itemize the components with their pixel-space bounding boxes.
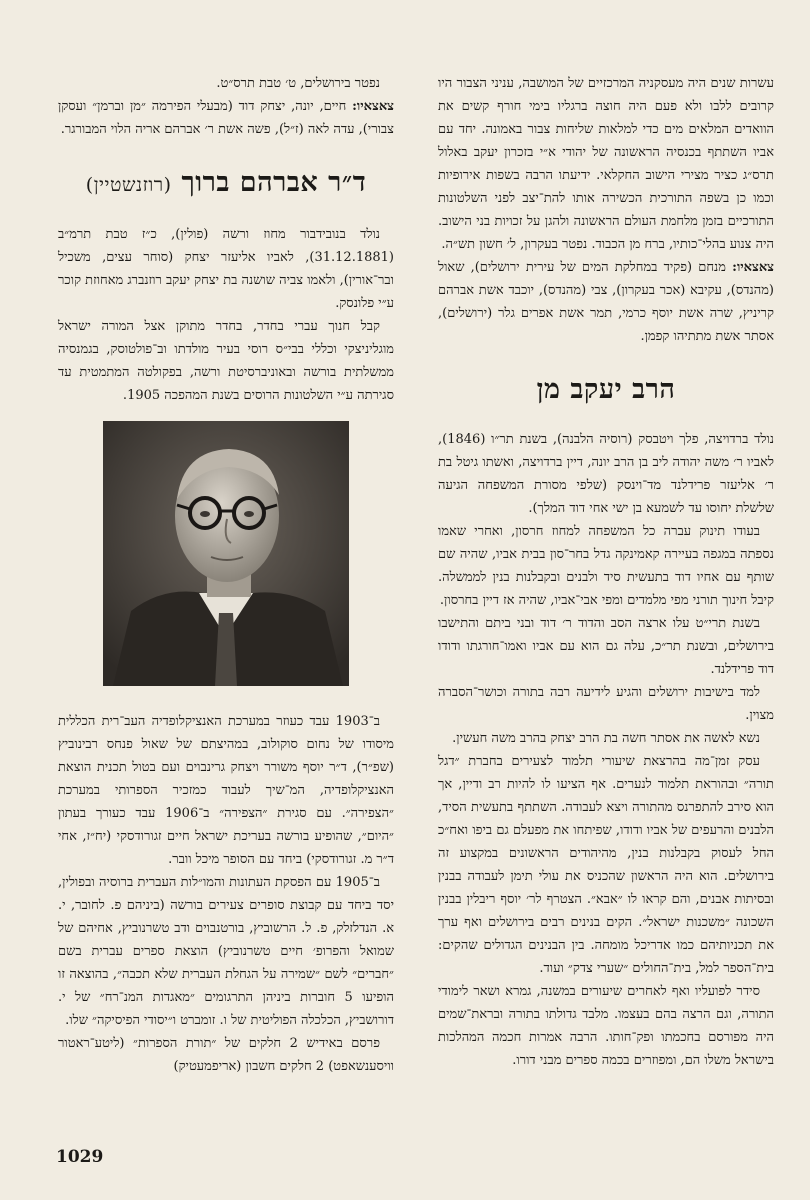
paragraph-yiddish: פרסם באידיש 2 חלקים של ״תורת הספרות״ (ליטע־ראטור וויסענשאפט) 2 חלקים חשבון (אריפמעטיק) <box>58 1036 394 1074</box>
portrait-image <box>103 421 349 686</box>
children-text-left: חיים, יונה, יצחק דוד (מבעלי הפירמה ״מן וברמן״ ועסקן צבורי), עדה לאה (ז״ל), פשה אשת ר׳ אברהם אריה הלוי המבורגר. <box>58 99 394 137</box>
paragraph-career: עסק זמן־מה בהרצאת שיעורי תלמוד לצעירים בחברת ״דגל תורה״ ובהוראת תלמוד לנערים. אף הציעו לו להיות רב ודיין, אך הוא סירב להתפרנס מהתורה ויצא לעבודה. השתתף בתעשית הסיד, הלבנים והרעפים של אביו ודודו, שפיתחו את מפעלם גם ביפו ואח״כ החל לעסוק בקבלנות בנין, מהיהודים הראשונים במקצוע זה בירושלים. הוא היה הראשון שהכניס את עולי תימן לעבודה בבנין ובסיתות אבנים, והם קראו לו ״אבא״. הצטרף לר׳ יוסף ריבלין בבנין השכונה ״משכנות ישראל״. הקים בנינים רבים בירושלים ואף ערך את תכניותיהם כמו אדריכל מומחה. בין הבנינים הגדולים שהקים: בית־הספר למל, בית־החולים ״שערי צדק״ ועוד. <box>438 754 774 976</box>
biography-heading-mann: הרב יעקב מן <box>536 374 676 405</box>
paragraph-birth-left: נולד בנובידבור מחוז ורשה (פולין), כ״ז טבת תרמ״ב (31.12.1881), לאביו אליעזר יצחק (סוחר עצים, משכיל ובר־אורין), ולאמו צביה שושנה בת יצחק יעקב רוזנברג מאחוזת קוכר ע״י פלונסק. <box>58 227 394 311</box>
paragraph-encyclopedia: ב־1903 עבד כעוזר במערכת האנציקלופדיה העב־רית הכללית מיסודו של נחום סוקולוב, במהיצתם של שאול פנחס רבינוביץ (שפ״ר), ד״ר יוסף משורר ויצחק גרינבוים ועם בטול תכנית הוצאת האנציקלופדיה, המ־שיך לעבוד כמזכיר הספרותי במערכת ״הצפירה״. עם סגירת ״הצפירה״ ב־1906 עבד כעורך בעתון ״היום״, שהופיע בורשה בעריכת ישראל חיים זגורודסקי (יח״ז, אחי ד״ר מ. זגורודסקי) ביחד עם הסופר מיכל וובר. <box>58 714 394 867</box>
page-number: 1029 <box>56 1147 104 1167</box>
paragraph-childhood: בעודו תינוק עברה כל המשפחה למחוז חרסון, ואחרי שאמו נספתה במגפה בעיירה קאמינקה גדל בחר־סון בבית אביו, שהיה שם שותף עם אחיו דוד בתעשית סיד ולבנים ובקבלנות בנין לממשלה. קיבל חינוך תורני מפי מלמדים ומפי אבי־אביו, שהיה אז דיין בחרסון. <box>438 524 774 608</box>
portrait-photo <box>103 421 349 686</box>
heading-paren: (רוזנשטיין) <box>85 174 172 196</box>
heading-name: ד״ר אברהם ברוך <box>181 167 367 198</box>
children-label-left: צאצאיו: <box>352 99 394 114</box>
paragraph-birth: נולד ברדויצה, פלך ויטבסק (רוסיה הלבנה), בשנת תר״ו (1846), לאביו ר׳ משה יהודה ליב בן הרב יונה, דיין ברדויצה, ואשתו גיטל בת ר׳ אליעזר פרידלנד מד־וינסק (שלפי מסורת המשפחה הגיעה שלשלת יחוסו עד לשמעא בן ישי אחי דוד המלך). <box>438 432 774 516</box>
paragraph-intro: עשרות שנים היה מעסקניה המרכזיים של המושבה, עניני הצבור היו קרובים ללבו ולא פעם היה חוצה ברגליו בימי חורף קשים את הוואדים המלאים מים כדי למלאות שליחות צבור באמונה. יחד עם אביו השתתף בכנסיה הראשונה של יהודי א״י בזכרון יעקב באלול תרס״ג כציר מצירי הישוב החקלאי. ידיעתו הרבה בשפות אירופיות וכמו כן בשפה התורכית הכשירה אותו להת־יצב לפני השלטונות התורכיים בזמן מלחמת העולם הראשונה ולהגן על זכויות בני הישוב. היה צנוע בהלי־כותיו, ברח מן הכבוד. נפטר בעקרון, ל׳ חשון תש״ה. <box>438 76 774 252</box>
biography-heading-baruch <box>58 165 394 203</box>
right-column <box>438 72 774 1072</box>
children-paragraph-left <box>58 95 394 141</box>
paragraph-education: קבל חנוך עברי בחדר, בחדר מתוקן אצל המורה ישראל מוגליניצקי וכללי בבי״ס רוסי בעיר מולדתו וב־פולטוסק, בגמנסיה ממשלתית בורשה ובאוניברסיטת ורשה, בפקולטה המתמטית עד סגירתה ע״י השלטונות הרוסים בשנת המהפכה 1905. <box>58 319 394 403</box>
left-column <box>58 72 394 1078</box>
paragraph-aliyah: בשנת תרי״ט עלו ארצה הסב והדוד ר׳ דוד ובני ביתם והתישבו בירושלים, ובשנת תר״כ, עלה גם הוא עם אביו ואמו־חורגתו ודודו דוד פרידלנד. <box>438 616 774 677</box>
paragraph-marriage: נשא לאשה את אסתר חשה בת הרב יצחק בהרב משה חעשין. <box>452 731 760 746</box>
children-label: צאצאיו: <box>732 260 774 275</box>
children-text: מנחם (פקיד במחלקת המים של עירית ירושלים), שאול (מהנדס), עקיבא (אכר בעקרון), צבי (מהנדס), יוכבד אשת אברהם קריניץ, שרה אשת יוסף כרמי, תמר אשת אפרים גלר (ירושלים), אסתר אשת מתתיהו קפמן. <box>438 260 774 344</box>
death-line: נפטר בירושלים, ט׳ טבת תרס״ט. <box>216 76 380 91</box>
paragraph-teaching: סידר לפועליו ואף לאחרים שיעורים במשנה, גמרא ושאר לימודי התורה, וגם הרצה בהם בעצמו. מלבד גדולתו בתורה ובראת־שמים היה מפורסם בחכמתו ופק־חותו. הרבה אמרות חכמה המהלכות בישראל משלו הם, ומפוזרים בכמה ספרים מבני דורו. <box>438 984 774 1068</box>
paragraph-study: למד בישיבות ירושלים והגיע לידיעה רבה בתורה וכושר־הסברה מצוין. <box>438 685 774 723</box>
paragraph-publishing: ב־1905 עם הפסקת העתונות והמו״לות העברית ברוסיה ובפולין, יסד ביחד עם קבוצת סופרים צעירים בורשה (ביניהם פ. לחובר, י. א. הנדלזלק, פ. ל. הרשוביץ, בורטנבוים ודב טשרנוביץ, אחיהם של שמואל והפרופ׳ חיים טשרנוביץ) הוצאת ספרים עברית בשם ״חברים״ לשם ״שמירה על הגחלת העברית שלא תכבה״, בהוצאה זו הופיעו 5 חוברות ביניהן התרגומים ״מאגדות המנ־רח״ של י. דורושביץ, הכלכלה הפוליטית של ו. זומברט ו״יסודי הפיסיקה״ שלו. <box>58 875 394 1028</box>
children-paragraph <box>438 256 774 348</box>
